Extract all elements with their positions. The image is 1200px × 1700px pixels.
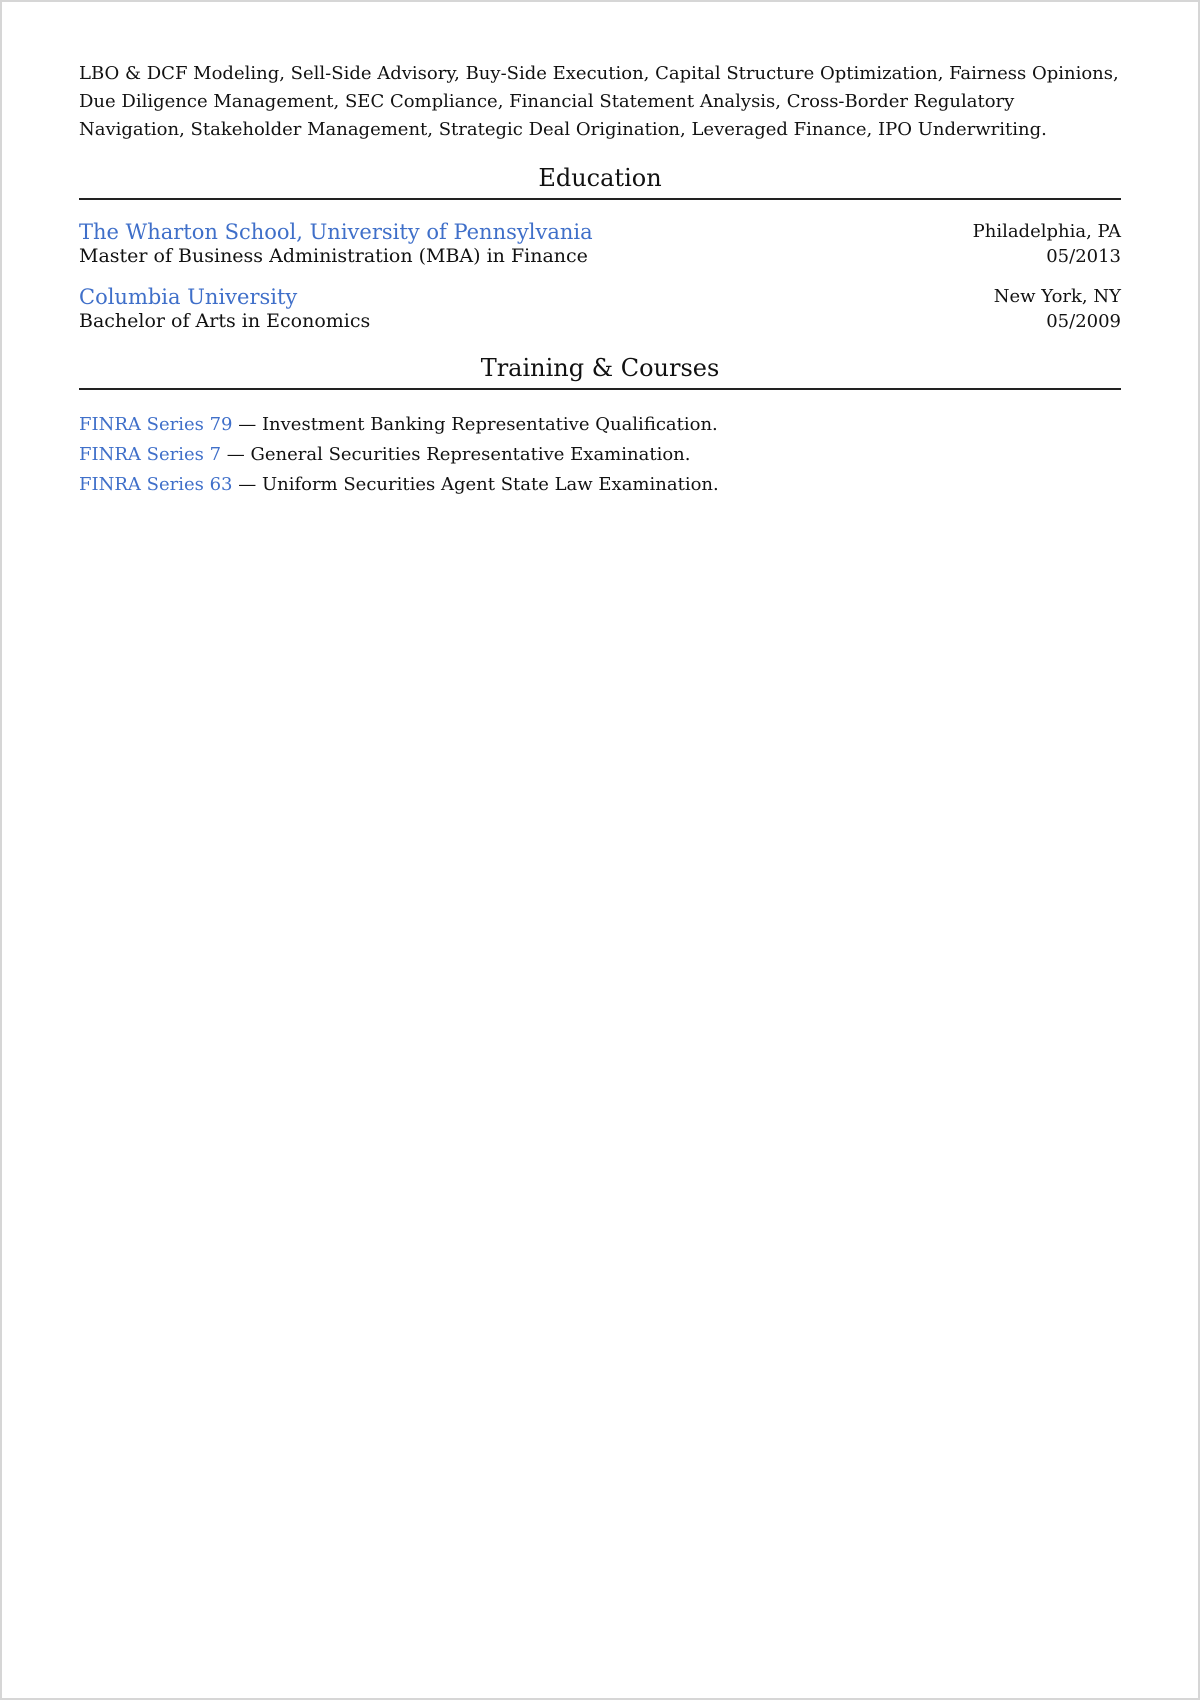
course-description: General Securities Representative Examination.: [250, 444, 691, 465]
training-list: [79, 390, 1121, 500]
course-link[interactable]: FINRA Series 7: [79, 444, 222, 465]
course-description: Investment Banking Representative Qualification.: [261, 414, 718, 435]
education-meta: [973, 220, 1121, 269]
resume-content: [79, 60, 1121, 500]
training-item: [79, 410, 1121, 440]
education-meta: [994, 285, 1121, 334]
education-item: [79, 285, 1121, 334]
course-separator: —: [221, 444, 251, 465]
education-item: [79, 220, 1121, 269]
school-link[interactable]: Columbia University: [79, 285, 298, 309]
education-location: New York, NY: [993, 286, 1121, 307]
training-heading: Training & Courses: [79, 350, 1121, 390]
education-date: 05/2009: [1046, 311, 1121, 332]
degree-text: Bachelor of Arts in Economics: [79, 310, 371, 332]
education-section: [79, 160, 1121, 334]
course-description: Uniform Securities Agent State Law Examination.: [261, 474, 719, 495]
course-link[interactable]: FINRA Series 63: [79, 474, 233, 495]
education-main: [79, 220, 593, 269]
education-list: [79, 200, 1121, 334]
school-link[interactable]: The Wharton School, University of Pennsylvania: [79, 220, 593, 244]
training-item: [79, 470, 1121, 500]
course-separator: —: [232, 414, 262, 435]
education-heading: Education: [79, 160, 1121, 200]
course-link[interactable]: FINRA Series 79: [79, 414, 233, 435]
education-location: Philadelphia, PA: [972, 221, 1121, 242]
training-item: [79, 440, 1121, 470]
course-separator: —: [232, 474, 262, 495]
education-main: [79, 285, 370, 334]
education-date: 05/2013: [1046, 246, 1121, 267]
degree-text: Master of Business Administration (MBA) in Finance: [79, 245, 588, 267]
skills-summary: LBO & DCF Modeling, Sell-Side Advisory, Buy-Side Execution, Capital Structure Optimization, Fairness Opinions, Due Diligence Management, SEC Compliance, Financial Statement Analysis, Cross-Border Regulatory Navigation, Stakeholder Management, Strategic Deal Origination, Leveraged Finance, IPO Underwriting.: [79, 63, 1119, 140]
training-section: [79, 350, 1121, 500]
